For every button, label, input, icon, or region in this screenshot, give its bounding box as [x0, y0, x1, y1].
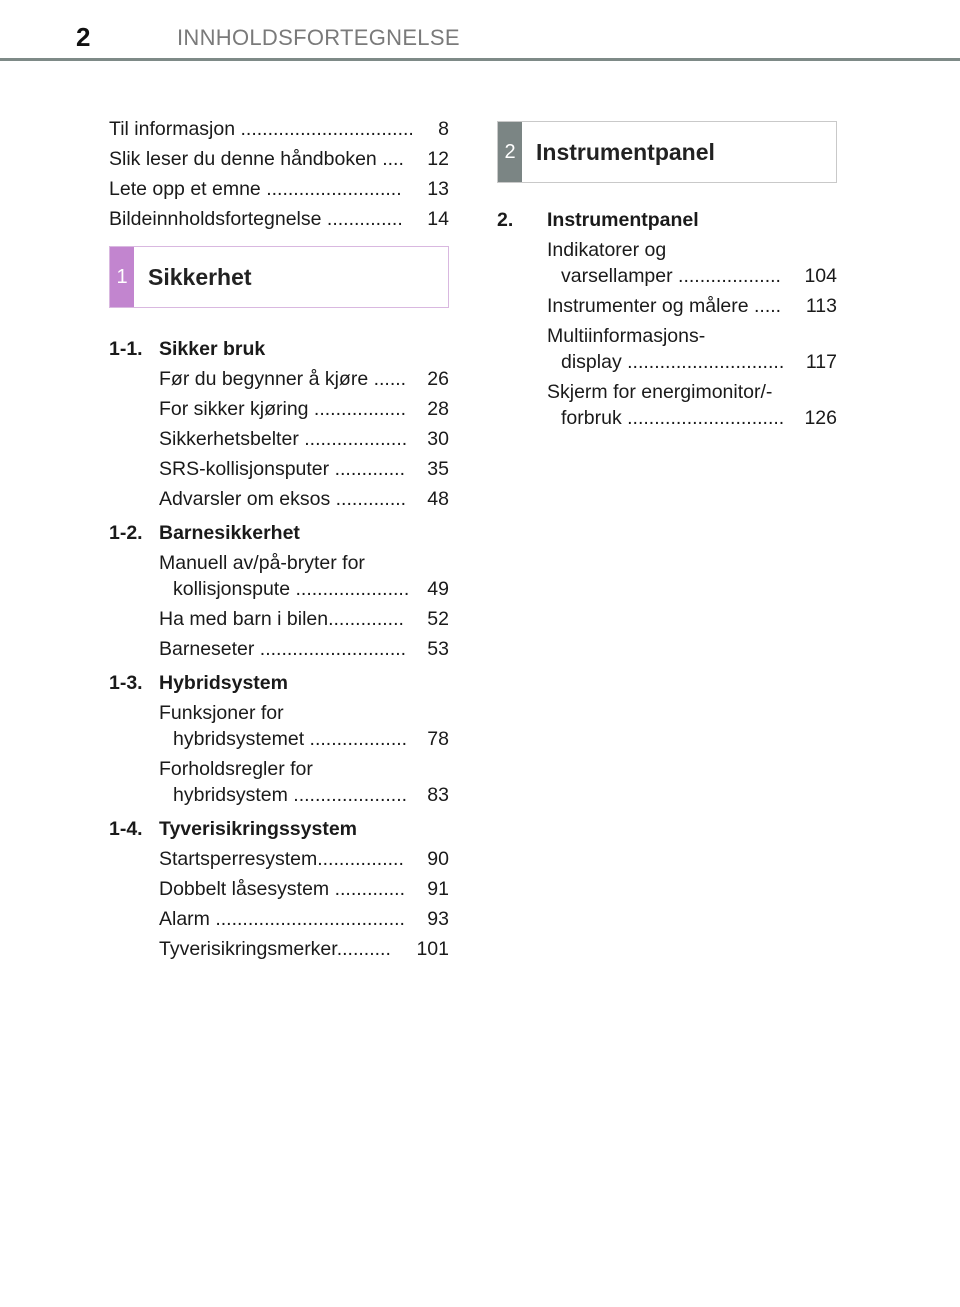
toc-section [109, 518, 449, 664]
toc-entry[interactable]: Bildeinnholdsfortegnelse .............. 14 [109, 208, 449, 230]
header-divider [0, 58, 960, 61]
toc-section [109, 668, 449, 810]
page-number: 2 [76, 22, 91, 52]
toc-entry[interactable]: Til informasjon ................................ 8 [109, 118, 449, 140]
toc-entry[interactable]: Advarsler om eksos ............. 48 [159, 488, 449, 510]
chapter-title: Instrumentpanel [536, 138, 715, 165]
section-title: INNHOLDSFORTEGNELSE [177, 25, 460, 50]
toc-entry[interactable]: Sikkerhetsbelter ................... 30 [159, 428, 449, 450]
toc-entry[interactable]: Manuell av/på-bryter for kollisjonspute ..................... 49 [159, 552, 449, 600]
toc-entry[interactable]: For sikker kjøring ................. 28 [159, 398, 449, 420]
chapter-title: Sikkerhet [148, 263, 252, 290]
section-heading[interactable]: 1-2. Barnesikkerhet [109, 522, 300, 544]
toc-entry[interactable]: Alarm ................................... 93 [159, 908, 449, 930]
toc-section [109, 334, 449, 514]
section-heading[interactable]: 1-1. Sikker bruk [109, 338, 266, 360]
toc-entry[interactable]: Dobbelt låsesystem ............. 91 [159, 878, 449, 900]
toc-entry[interactable]: Slik leser du denne håndboken .... 12 [109, 148, 449, 170]
chapter-number-badge: 1 [110, 247, 134, 307]
toc-entry[interactable]: Lete opp et emne ......................... 13 [109, 178, 449, 200]
intro-list [109, 114, 449, 234]
chapter-1-box[interactable] [109, 246, 449, 308]
page-header [0, 0, 960, 62]
toc-entry[interactable]: Skjerm for energimonitor/- forbruk ............................. 126 [547, 381, 837, 429]
section-heading[interactable]: 1-4. Tyverisikringssystem [109, 818, 357, 840]
section-heading[interactable]: 2. Instrumentpanel [497, 209, 699, 231]
section-heading[interactable]: 1-3. Hybridsystem [109, 672, 288, 694]
chapter-2-box[interactable] [497, 121, 837, 183]
toc-entry[interactable]: Multiinformasjons- display ............................. 117 [547, 325, 837, 373]
toc-section [109, 814, 449, 964]
right-column [497, 114, 837, 437]
toc-entry[interactable]: SRS-kollisjonsputer ............. 35 [159, 458, 449, 480]
toc-entry[interactable]: Funksjoner for hybridsystemet .................. 78 [159, 702, 449, 750]
chapter-number-badge: 2 [498, 122, 522, 182]
toc-entry[interactable]: Ha med barn i bilen.............. 52 [159, 608, 449, 630]
toc-entry[interactable]: Barneseter ........................... 53 [159, 638, 449, 660]
toc-entry[interactable]: Startsperresystem................ 90 [159, 848, 449, 870]
toc-entry[interactable]: Forholdsregler for hybridsystem ..................... 83 [159, 758, 449, 806]
toc-entry[interactable]: Indikatorer og varsellamper ................... 104 [547, 239, 837, 287]
toc-entry[interactable]: Før du begynner å kjøre ...... 26 [159, 368, 449, 390]
toc-entry[interactable]: Tyverisikringsmerker.......... 101 [159, 938, 449, 960]
left-column [109, 114, 449, 968]
toc-entry[interactable]: Instrumenter og målere ..... 113 [547, 295, 837, 317]
toc-section [497, 205, 837, 433]
